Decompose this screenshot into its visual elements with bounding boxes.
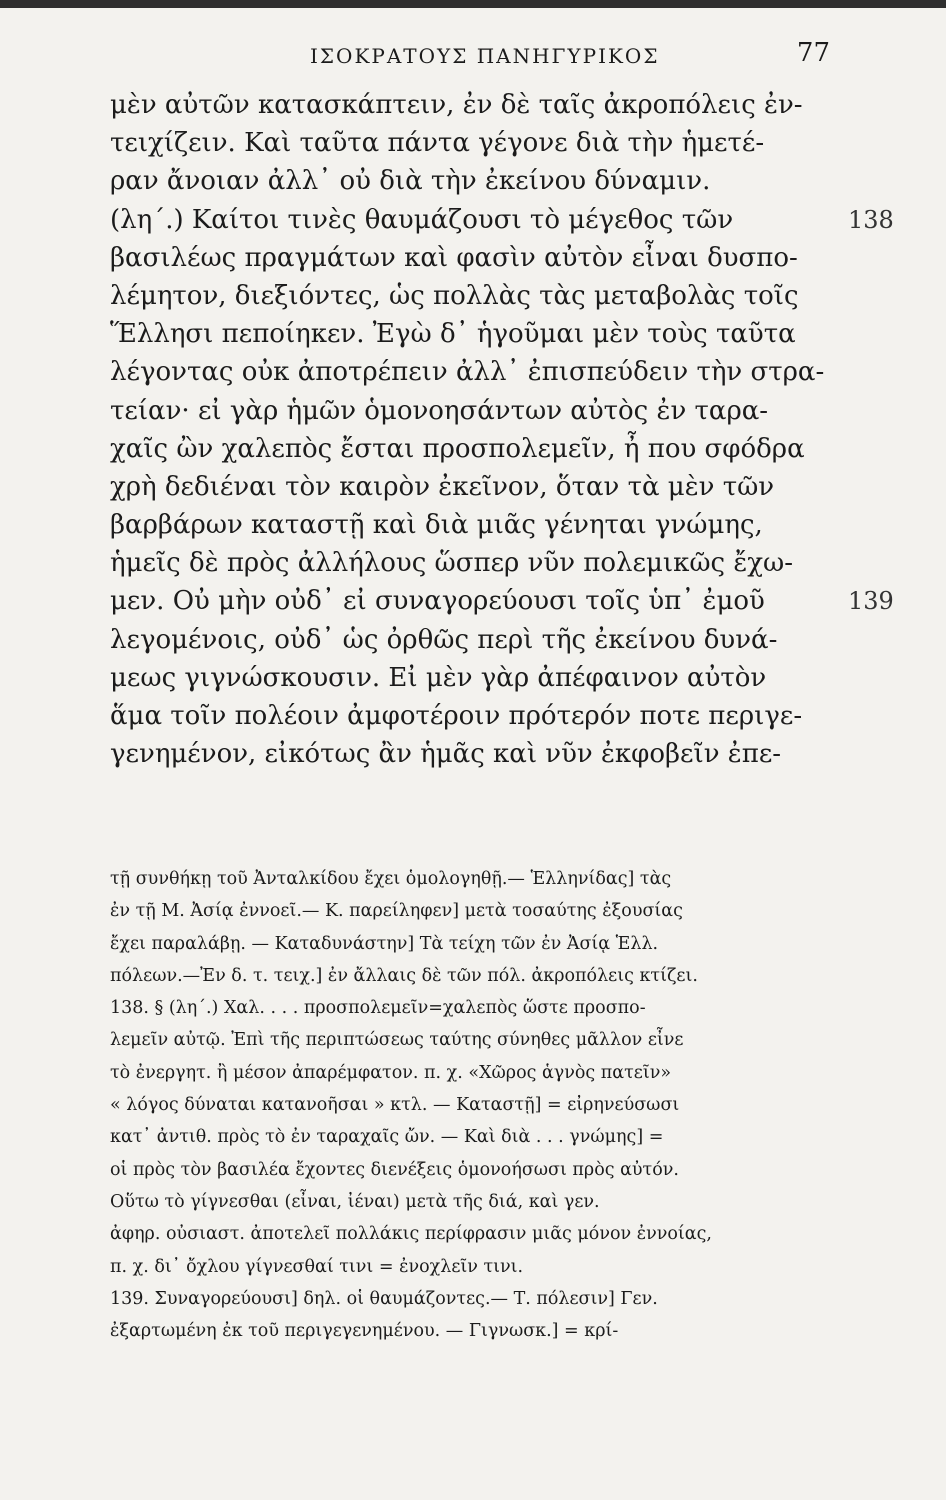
note-line: ἔχει παραλάβῃ. — Καταδυνάστην] Τὰ τείχη τῶν ἐν Ἀσίᾳ Ἑλλ.	[110, 933, 659, 954]
section-marker-138: 138	[848, 205, 894, 234]
text-line: (λη΄.) Καίτοι τινὲς θαυμάζουσι τὸ μέγεθος τῶν 138	[110, 201, 850, 239]
text-line: τείαν· εἰ γὰρ ἡμῶν ὁμονοησάντων αὐτὸς ἐν ταρα-	[110, 395, 769, 426]
text-line: ραν ἄνοιαν ἀλλ᾽ οὐ διὰ τὴν ἐκείνου δύναμιν.	[110, 166, 711, 197]
note-line: π. χ. δι᾽ ὄχλου γίγνεσθαί τινι = ἐνοχλεῖν τινι.	[110, 1256, 524, 1277]
note-line: λεμεῖν αὐτῷ. Ἐπὶ τῆς περιπτώσεως ταύτης σύνηθες μᾶλλον εἶνε	[110, 1030, 684, 1051]
note-line: 138. § (λη΄.) Χαλ. . . . προσπολεμεῖν=χαλεπὸς ὥστε προσπο-	[110, 998, 646, 1019]
text-line: βαρβάρων καταστῇ καὶ διὰ μιᾶς γένηται γνώμης,	[110, 510, 763, 541]
note-line: κατ᾽ ἀντιθ. πρὸς τὸ ἐν ταραχαῖς ὤν. — Καὶ διὰ . . . γνώμης] =	[110, 1127, 664, 1148]
book-page	[0, 8, 946, 1500]
note-line: ἐν τῇ Μ. Ἀσίᾳ ἐννοεῖ.— Κ. παρείληφεν] μετὰ τοσαύτης ἐξουσίας	[110, 901, 683, 922]
text-line: ἡμεῖς δὲ πρὸς ἀλλήλους ὥσπερ νῦν πολεμικῶς ἔχω-	[110, 548, 794, 579]
text-line: τειχίζειν. Καὶ ταῦτα πάντα γέγονε διὰ τὴν ἡμετέ-	[110, 128, 765, 159]
text-line: λεγομένοις, οὐδ᾽ ὡς ὀρθῶς περὶ τῆς ἐκείνου δυνά-	[110, 624, 778, 655]
note-line: « λόγος δύναται κατανοῆσαι » κτλ. — Καταστῇ] = εἰρηνεύσωσι	[110, 1095, 680, 1116]
text-line: χαῖς ὢν χαλεπὸς ἔσται προσπολεμεῖν, ἦ που σφόδρα	[110, 433, 805, 464]
text-line: μεως γιγνώσκουσιν. Εἰ μὲν γὰρ ἀπέφαινον αὐτὸν	[110, 662, 767, 693]
top-edge-bar	[0, 0, 946, 8]
page-number: 77	[796, 38, 830, 68]
note-line: ἐξαρτωμένη ἐκ τοῦ περιγεγενημένου. — Γιγνωσκ.] = κρί-	[110, 1321, 619, 1342]
running-title: ΙΣΟΚΡΑΤΟΥΣ ΠΑΝΗΓΥΡΙΚΟΣ	[310, 44, 660, 68]
text-line: γενημένον, εἰκότως ἂν ἡμᾶς καὶ νῦν ἐκφοβεῖν ἐπε-	[110, 739, 782, 770]
text-line: χρὴ δεδιέναι τὸν καιρὸν ἐκεῖνον, ὅταν τὰ μὲν τῶν	[110, 471, 775, 502]
note-line: πόλεων.—Ἐν δ. τ. τειχ.] ἐν ἄλλαις δὲ τῶν πόλ. ἀκροπόλεις κτίζει.	[110, 965, 698, 986]
text-line: Ἕλλησι πεποίηκεν. Ἐγὼ δ᾽ ἡγοῦμαι μὲν τοὺς ταῦτα	[110, 319, 796, 350]
text-line: μὲν αὐτῶν κατασκάπτειν, ἐν δὲ ταῖς ἀκροπόλεις ἐν-	[110, 90, 803, 120]
main-text	[110, 86, 894, 773]
text-line: μεν. Οὐ μὴν οὐδ᾽ εἰ συναγορεύουσι τοῖς ὑπ᾽ ἐμοῦ 139	[110, 582, 850, 620]
note-line: τὸ ἐνεργητ. ἢ μέσον ἀπαρέμφατον. π. χ. «Χῶρος ἁγνὸς πατεῖν»	[110, 1062, 672, 1083]
note-line: ἀφηρ. οὐσιαστ. ἀποτελεῖ πολλάκις περίφρασιν μιᾶς μόνον ἐννοίας,	[110, 1224, 712, 1245]
note-line: 139. Συναγορεύουσι] δηλ. οἱ θαυμάζοντες.— Τ. πόλεσιν] Γεν.	[110, 1288, 658, 1309]
text-line: βασιλέως πραγμάτων καὶ φασὶν αὐτὸν εἶναι δυσπο-	[110, 242, 798, 273]
text-line: ἅμα τοῖν πολέοιν ἀμφοτέροιν πρότερόν ποτε περιγε-	[110, 701, 803, 731]
page-header	[110, 38, 830, 78]
text-line: λέμητον, διεξιόντες, ὡς πολλὰς τὰς μεταβολὰς τοῖς	[110, 280, 799, 311]
text-line: λέγοντας οὐκ ἀποτρέπειν ἀλλ᾽ ἐπισπεύδειν τὴν στρα-	[110, 357, 825, 388]
section-marker-139: 139	[848, 587, 894, 616]
note-line: Οὕτω τὸ γίγνεσθαι (εἶναι, ἰέναι) μετὰ τῆς διά, καὶ γεν.	[110, 1191, 600, 1212]
commentary-notes	[110, 863, 835, 1347]
note-line: οἱ πρὸς τὸν βασιλέα ἔχοντες διενέξεις ὁμονοήσωσι πρὸς αὐτόν.	[110, 1159, 679, 1180]
note-line: τῇ συνθήκῃ τοῦ Ἀνταλκίδου ἔχει ὁμολογηθῇ.— Ἑλληνίδας] τὰς	[110, 869, 672, 889]
